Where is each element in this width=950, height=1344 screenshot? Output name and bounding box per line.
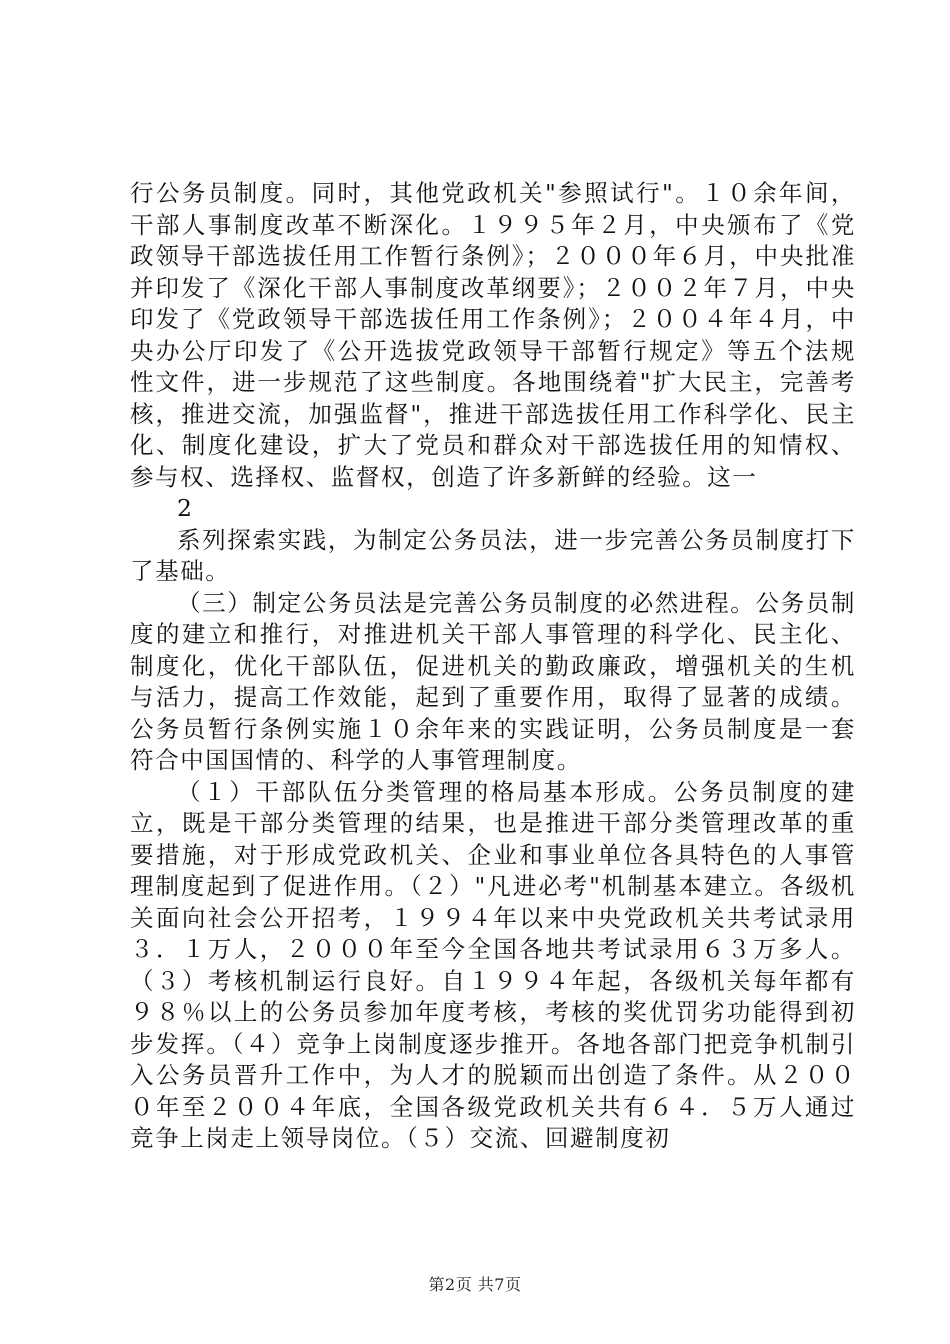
paragraph-section-three: （三）制定公务员法是完善公务员制度的必然进程。公务员制度的建立和推行，对推进机关干部人事管理的科学化、民主化、制度化，优化干部队伍，促进机关的勤政廉政，增强机关的生机与活力，提高工作效能，起到了重要作用，取得了显著的成绩。公务员暂行条例实施１０余年来的实践证明，公务员制度是一套符合中国国情的、科学的人事管理制度。 xyxy=(130,588,856,774)
paragraph-foundation: 系列探索实践，为制定公务员法，进一步完善公务员制度打下了基础。 xyxy=(130,525,856,585)
document-body xyxy=(130,178,856,1155)
paragraph-continuation: 行公务员制度。同时，其他党政机关"参照试行"。１０余年间，干部人事制度改革不断深化。１９９５年２月，中央颁布了《党政领导干部选拔任用工作暂行条例》；２０００年６月，中央批准并印发了《深化干部人事制度改革纲要》；２００２年７月，中央印发了《党政领导干部选拔任用工作条例》；２００４年４月，中央办公厅印发了《公开选拔党政领导干部暂行规定》等五个法规性文件，进一步规范了这些制度。各地围绕着"扩大民主，完善考核，推进交流，加强监督"，推进干部选拔任用工作科学化、民主化、制度化建设，扩大了党员和群众对干部选拔任用的知情权、参与权、选择权、监督权，创造了许多新鲜的经验。这一 xyxy=(130,179,856,491)
inline-page-marker: 2 xyxy=(177,494,194,522)
paragraph-achievements: （１）干部队伍分类管理的格局基本形成。公务员制度的建立，既是干部分类管理的结果，也是推进干部分类管理改革的重要措施，对于形成党政机关、企业和事业单位各具特色的人事管理制度起到了促进作用。（２）"凡进必考"机制基本建立。各级机关面向社会公开招考，１９９４年以来中央党政机关共考试录用３．１万人，２０００年至今全国各地共考试录用６３万多人。（３）考核机制运行良好。自１９９４年起，各级机关每年都有９８％以上的公务员参加年度考核，考核的奖优罚劣功能得到初步发挥。（４）竞争上岗制度逐步推开。各地各部门把竞争机制引入公务员晋升工作中，为人才的脱颖而出创造了条件。从２０００年至２００４年底，全国各级党政机关共有６４．５万人通过竞争上岗走上领导岗位。（５）交流、回避制度初 xyxy=(130,777,856,1152)
page-footer: 第2页 共7页 xyxy=(428,1275,522,1294)
